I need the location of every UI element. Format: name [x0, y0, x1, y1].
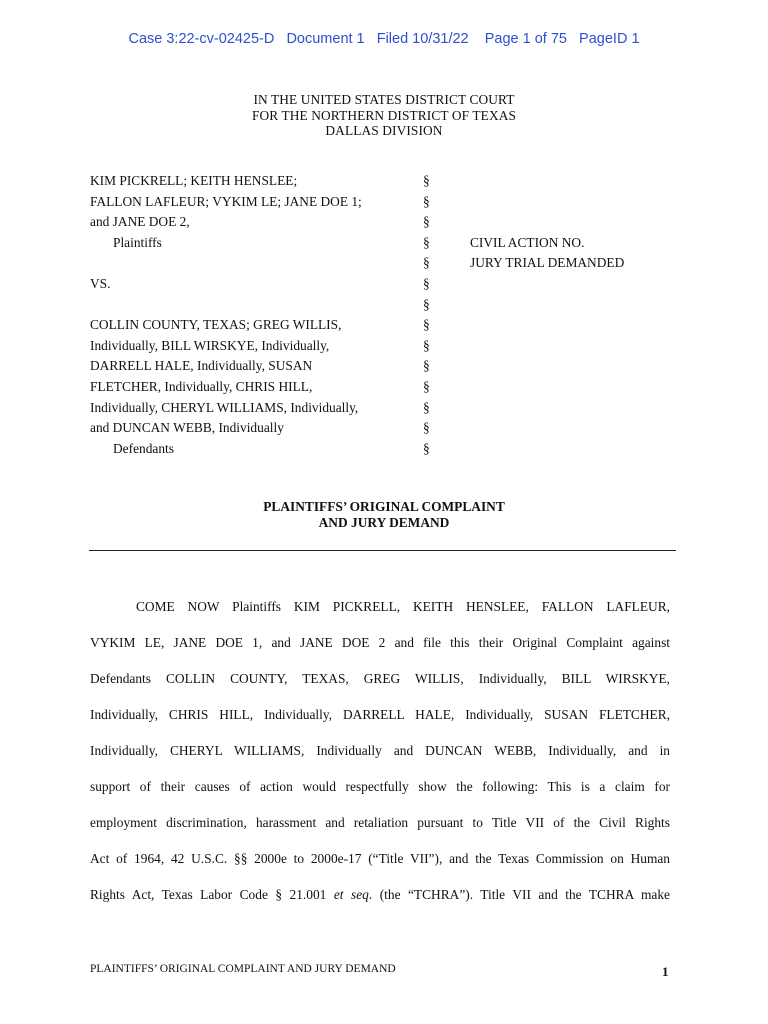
caption-row [0, 377, 768, 398]
caption-party: and DUNCAN WEBB, Individually [90, 420, 284, 436]
caption-row [0, 315, 768, 336]
caption-row [0, 398, 768, 419]
body-text-italic: et seq [333, 887, 369, 902]
caption-party: FLETCHER, Individually, CHRIS HILL, [90, 378, 313, 394]
caption-row [0, 418, 768, 439]
caption-row [0, 233, 768, 254]
court-division-line: DALLAS DIVISION [325, 123, 443, 139]
complaint-body [90, 596, 670, 920]
caption-party: COLLIN COUNTY, TEXAS; GREG WILLIS, [90, 317, 342, 333]
section-mark: § [423, 420, 430, 436]
caption-versus: VS. [90, 275, 111, 291]
court-district-line: FOR THE NORTHERN DISTRICT OF TEXAS [251, 107, 517, 123]
section-mark: § [423, 399, 430, 415]
caption-party: Individually, CHERYL WILLIAMS, Individually, [90, 399, 359, 415]
court-heading [0, 92, 768, 139]
caption-row [0, 253, 768, 274]
caption-row [0, 274, 768, 295]
caption-row [0, 192, 768, 213]
caption-defendants-label: Defendants [113, 440, 174, 456]
body-text-segment: Rights Act, Texas Labor Code § 21.001 [90, 887, 334, 902]
caption-plaintiffs-label: Plaintiffs [113, 234, 162, 250]
caption-party: Individually, BILL WIRSKYE, Individually, [90, 337, 330, 353]
civil-action-label: CIVIL ACTION NO. [470, 234, 585, 250]
footer-document-title: PLAINTIFFS’ ORIGINAL COMPLAINT AND JURY DEMAND [90, 963, 396, 975]
document-title-line: AND JURY DEMAND [318, 515, 450, 531]
section-mark: § [423, 378, 430, 394]
body-line: Individually, CHRIS HILL, Individually, DARRELL HALE, Individually, SUSAN FLETCHER, [90, 707, 670, 722]
case-caption [0, 171, 768, 459]
body-line: VYKIM LE, JANE DOE 1, and JANE DOE 2 and file this their Original Complaint against [90, 635, 670, 650]
body-line: COME NOW Plaintiffs KIM PICKRELL, KEITH HENSLEE, FALLON LAFLEUR, [136, 599, 670, 614]
document-title [0, 499, 768, 532]
body-line: Act of 1964, 42 U.S.C. §§ 2000e to 2000e-17 (“Title VII”), and the Texas Commission on Human [90, 851, 670, 866]
section-mark: § [423, 255, 430, 271]
section-mark: § [423, 317, 430, 333]
document-title-line: PLAINTIFFS’ ORIGINAL COMPLAINT [263, 499, 505, 514]
section-mark: § [423, 193, 430, 209]
caption-row [0, 171, 768, 192]
section-mark: § [423, 214, 430, 230]
caption-row [0, 295, 768, 316]
caption-party: DARRELL HALE, Individually, SUSAN [90, 358, 313, 374]
caption-party: KIM PICKRELL; KEITH HENSLEE; [90, 173, 298, 188]
body-line [90, 884, 670, 920]
court-name-line: IN THE UNITED STATES DISTRICT COURT [253, 92, 515, 107]
section-mark: § [423, 358, 430, 374]
body-line: support of their causes of action would respectfully show the following: This is a claim for [90, 779, 670, 794]
caption-row [0, 212, 768, 233]
section-mark: § [423, 234, 430, 250]
body-line: employment discrimination, harassment and retaliation pursuant to Title VII of the Civil Rights [90, 815, 670, 830]
caption-party: FALLON LAFLEUR; VYKIM LE; JANE DOE 1; [90, 193, 362, 209]
footer-page-number: 1 [662, 964, 669, 979]
horizontal-rule [89, 550, 676, 551]
caption-row [0, 439, 768, 460]
caption-row [0, 356, 768, 377]
section-mark: § [423, 440, 430, 456]
section-mark: § [423, 296, 430, 312]
body-line: Individually, CHERYL WILLIAMS, Individually and DUNCAN WEBB, Individually, and in [90, 743, 670, 758]
caption-row [0, 336, 768, 357]
section-mark: § [423, 275, 430, 291]
section-mark: § [423, 337, 430, 353]
caption-party: and JANE DOE 2, [90, 214, 190, 230]
section-mark: § [423, 173, 430, 188]
jury-demand-label: JURY TRIAL DEMANDED [470, 255, 625, 271]
body-line: Defendants COLLIN COUNTY, TEXAS, GREG WILLIS, Individually, BILL WIRSKYE, [90, 671, 670, 686]
ecf-filing-header: Case 3:22-cv-02425-D Document 1 Filed 10/31/22 Page 1 of 75 PageID 1 [128, 31, 640, 47]
body-text-segment: . (the “TCHRA”). Title VII and the TCHRA make [368, 887, 670, 902]
